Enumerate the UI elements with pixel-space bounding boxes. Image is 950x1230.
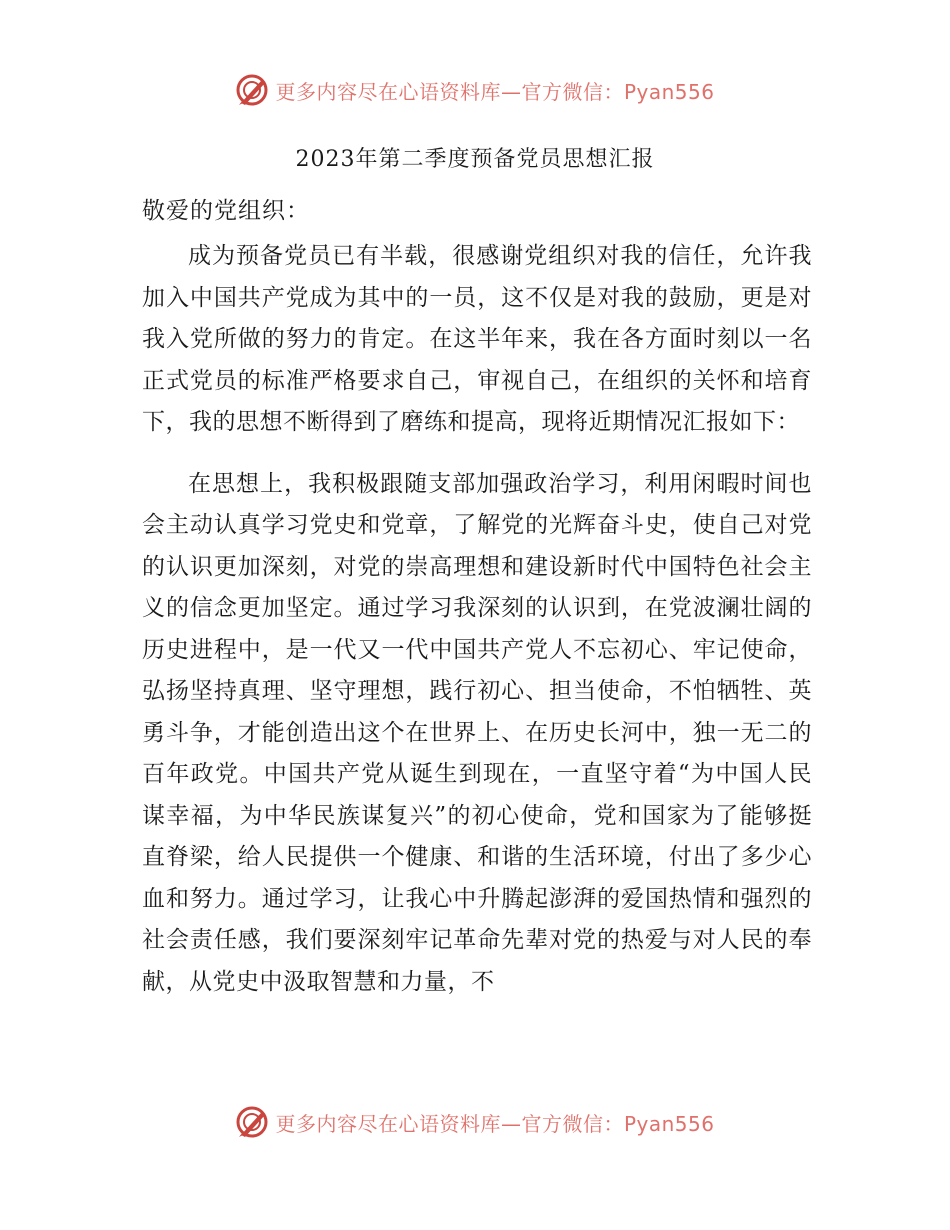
footer-banner <box>0 1100 950 1144</box>
footer-banner-text: 更多内容尽在心语资料库—官方微信：Pyan556 <box>275 1111 715 1136</box>
pen-logo-icon <box>235 1105 269 1139</box>
paragraph-2: 在思想上，我积极跟随支部加强政治学习，利用闲暇时间也会主动认真学习党史和党章，了解党的光辉奋斗史，使自己对党的认识更加深刻，对党的崇高理想和建设新时代中国特色社会主义的信念更加坚定。通过学习我深刻的认识到，在党波澜壮阔的历史进程中，是一代又一代中国共产党人不忘初心、牢记使命，弘扬坚持真理、坚守理想，践行初心、担当使命，不怕牺牲、英勇斗争，才能创造出这个在世界上、在历史长河中，独一无二的百年政党。中国共产党从诞生到现在，一直坚守着“为中国人民谋幸福，为中华民族谋复兴”的初心使命，党和国家为了能够挺直脊梁，给人民提供一个健康、和谐的生活环境，付出了多少心血和努力。通过学习，让我心中升腾起澎湃的爱国热情和强烈的社会责任感，我们要深刻牢记革命先辈对党的热爱与对人民的奉献，从党史中汲取智慧和力量，不 <box>142 470 812 995</box>
header-banner-text: 更多内容尽在心语资料库—官方微信：Pyan556 <box>275 79 715 104</box>
header-banner-inner <box>235 73 714 107</box>
footer-banner-inner <box>235 1105 714 1139</box>
document-body <box>142 236 812 1003</box>
document-title: 2023年第二季度预备党员思想汇报 <box>295 147 655 172</box>
paragraph-1: 成为预备党员已有半载，很感谢党组织对我的信任，允许我加入中国共产党成为其中的一员，这不仅是对我的鼓励，更是对我入党所做的努力的肯定。在这半年来，我在各方面时刻以一名正式党员的标准严格要求自己，审视自己，在组织的关怀和培育下，我的思想不断得到了磨练和提高，现将近期情况汇报如下： <box>142 243 812 435</box>
header-banner <box>0 68 950 112</box>
salutation: 敬爱的党组织： <box>142 198 310 224</box>
pen-logo-icon <box>235 73 269 107</box>
